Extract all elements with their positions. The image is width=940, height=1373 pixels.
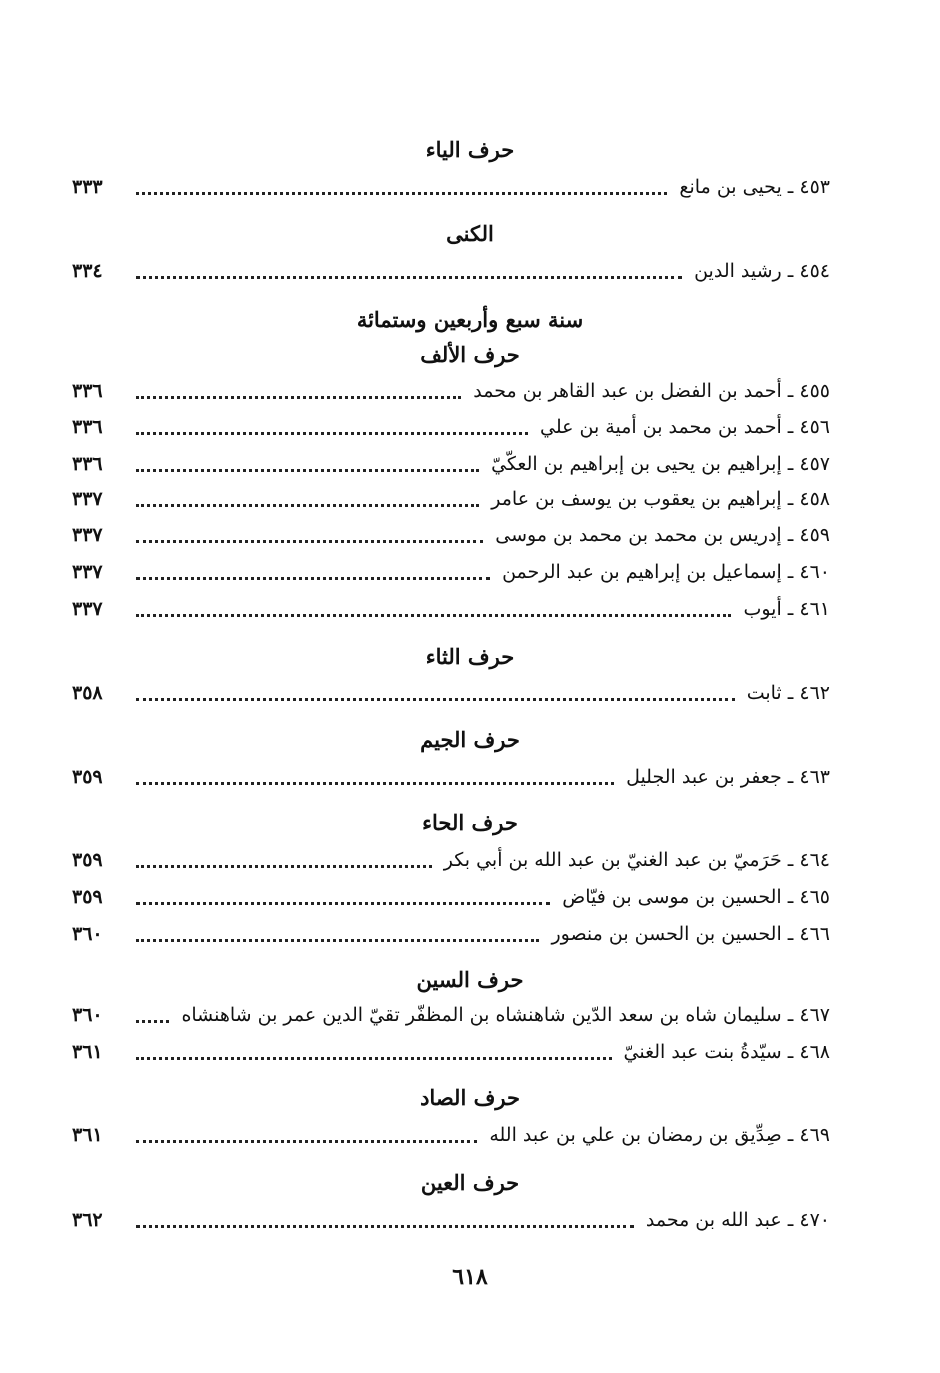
entry-page-number: ٣٣٧ xyxy=(72,561,103,583)
dot-leader xyxy=(136,782,614,785)
index-entry xyxy=(72,447,830,481)
section-heading-ya: حرف الياء xyxy=(425,137,515,162)
entry-page-number: ٣٥٩ xyxy=(72,886,103,908)
index-entry xyxy=(72,254,830,288)
index-entry xyxy=(72,410,830,444)
dot-leader xyxy=(136,865,432,868)
index-entry xyxy=(72,917,830,951)
entry-page-number: ٣٥٩ xyxy=(72,849,103,871)
index-entry xyxy=(72,1118,830,1152)
section-heading-sin: حرف السين xyxy=(416,967,524,992)
entry-title: ٤٦٨ ـ سيّدةُ بنت عبد الغنيّ xyxy=(623,1041,830,1063)
section-heading-ayn: حرف العين xyxy=(420,1170,520,1195)
entry-title: ٤٥٨ ـ إبراهيم بن يعقوب بن يوسف بن عامر xyxy=(491,488,830,510)
entry-page-number: ٣٣٧ xyxy=(72,488,103,510)
index-entry xyxy=(72,843,830,877)
index-entry xyxy=(72,170,830,204)
index-entry xyxy=(72,482,830,516)
dot-leader xyxy=(136,432,528,435)
page-number: ٦١٨ xyxy=(452,1264,488,1290)
entry-page-number: ٣٦٠ xyxy=(72,923,103,945)
dot-leader xyxy=(136,504,479,507)
dot-leader xyxy=(136,1225,634,1228)
dot-leader xyxy=(136,902,550,905)
dot-leader xyxy=(136,939,539,942)
dot-leader xyxy=(136,1057,612,1060)
entry-page-number: ٣٦١ xyxy=(72,1041,103,1063)
entry-title: ٤٥٤ ـ رشيد الدين xyxy=(694,260,830,282)
index-entry xyxy=(72,676,830,710)
dot-leader xyxy=(136,540,483,543)
section-heading-sad: حرف الصاد xyxy=(420,1085,520,1110)
entry-title: ٤٦٥ ـ الحسين بن موسى بن فيّاض xyxy=(562,886,830,908)
entry-page-number: ٣٣٤ xyxy=(72,260,103,282)
index-entry xyxy=(72,518,830,552)
entry-title: ٤٦٣ ـ جعفر بن عبد الجليل xyxy=(626,766,830,788)
index-entry xyxy=(72,760,830,794)
dot-leader xyxy=(136,276,682,279)
section-heading-kuna: الكنى xyxy=(446,221,494,246)
dot-leader xyxy=(136,1140,477,1143)
entry-title: ٤٥٧ ـ إبراهيم بن يحيى بن إبراهيم بن العكّيّ xyxy=(491,453,830,475)
entry-page-number: ٣٣٧ xyxy=(72,524,103,546)
index-entry xyxy=(72,1203,830,1237)
index-entry xyxy=(72,374,830,408)
entry-title: ٤٥٦ ـ أحمد بن محمد بن أمية بن علي xyxy=(540,416,830,438)
entry-page-number: ٣٣٦ xyxy=(72,380,103,402)
index-entry xyxy=(72,555,830,589)
section-heading-ha: حرف الحاء xyxy=(422,810,518,835)
section-heading-tha: حرف الثاء xyxy=(425,644,515,669)
index-entry xyxy=(72,1035,830,1069)
dot-leader xyxy=(136,192,667,195)
dot-leader xyxy=(136,614,731,617)
index-entry xyxy=(72,880,830,914)
entry-title: ٤٦٢ ـ ثابت xyxy=(746,682,830,704)
dot-leader xyxy=(136,469,479,472)
entry-page-number: ٣٣٣ xyxy=(72,176,103,198)
entry-title: ٤٦٩ ـ صِدِّيق بن رمضان بن علي بن عبد الله xyxy=(489,1124,830,1146)
index-entry xyxy=(72,998,830,1032)
entry-title: ٤٥٣ ـ يحيى بن مانع xyxy=(679,176,830,198)
entry-title: ٤٥٩ ـ إدريس بن محمد بن محمد بن موسى xyxy=(495,524,830,546)
entry-page-number: ٣٦٢ xyxy=(72,1209,103,1231)
entry-page-number: ٣٣٦ xyxy=(72,416,103,438)
entry-title: ٤٦٤ ـ حَرَميّ بن عبد الغنيّ بن عبد الله بن أبي بكر xyxy=(443,849,830,871)
entry-page-number: ٣٣٦ xyxy=(72,453,103,475)
dot-leader xyxy=(136,698,735,701)
dot-leader xyxy=(136,577,490,580)
year-heading: سنة سبع وأربعين وستمائة xyxy=(356,307,584,332)
entry-title: ٤٦٦ ـ الحسين بن الحسن بن منصور xyxy=(551,923,830,945)
entry-title: ٤٦١ ـ أيوب xyxy=(743,598,830,620)
entry-title: ٤٥٥ ـ أحمد بن الفضل بن عبد القاهر بن محمد xyxy=(473,380,830,402)
entry-page-number: ٣٦١ xyxy=(72,1124,103,1146)
entry-page-number: ٣٣٧ xyxy=(72,598,103,620)
section-heading-jim: حرف الجيم xyxy=(420,727,520,752)
dot-leader xyxy=(136,396,461,399)
entry-title: ٤٦٠ ـ إسماعيل بن إبراهيم بن عبد الرحمن xyxy=(502,561,830,583)
entry-title: ٤٧٠ ـ عبد الله بن محمد xyxy=(645,1209,830,1231)
entry-page-number: ٣٦٠ xyxy=(72,1004,103,1026)
entry-title: ٤٦٧ ـ سليمان شاه بن سعد الدّين شاهنشاه بن المظفّر تقيّ الدين عمر بن شاهنشاه xyxy=(181,1004,830,1026)
section-heading-alif: حرف الألف xyxy=(420,342,520,367)
entry-page-number: ٣٥٨ xyxy=(72,682,103,704)
index-entry xyxy=(72,592,830,626)
entry-page-number: ٣٥٩ xyxy=(72,766,103,788)
dot-leader xyxy=(136,1020,169,1023)
